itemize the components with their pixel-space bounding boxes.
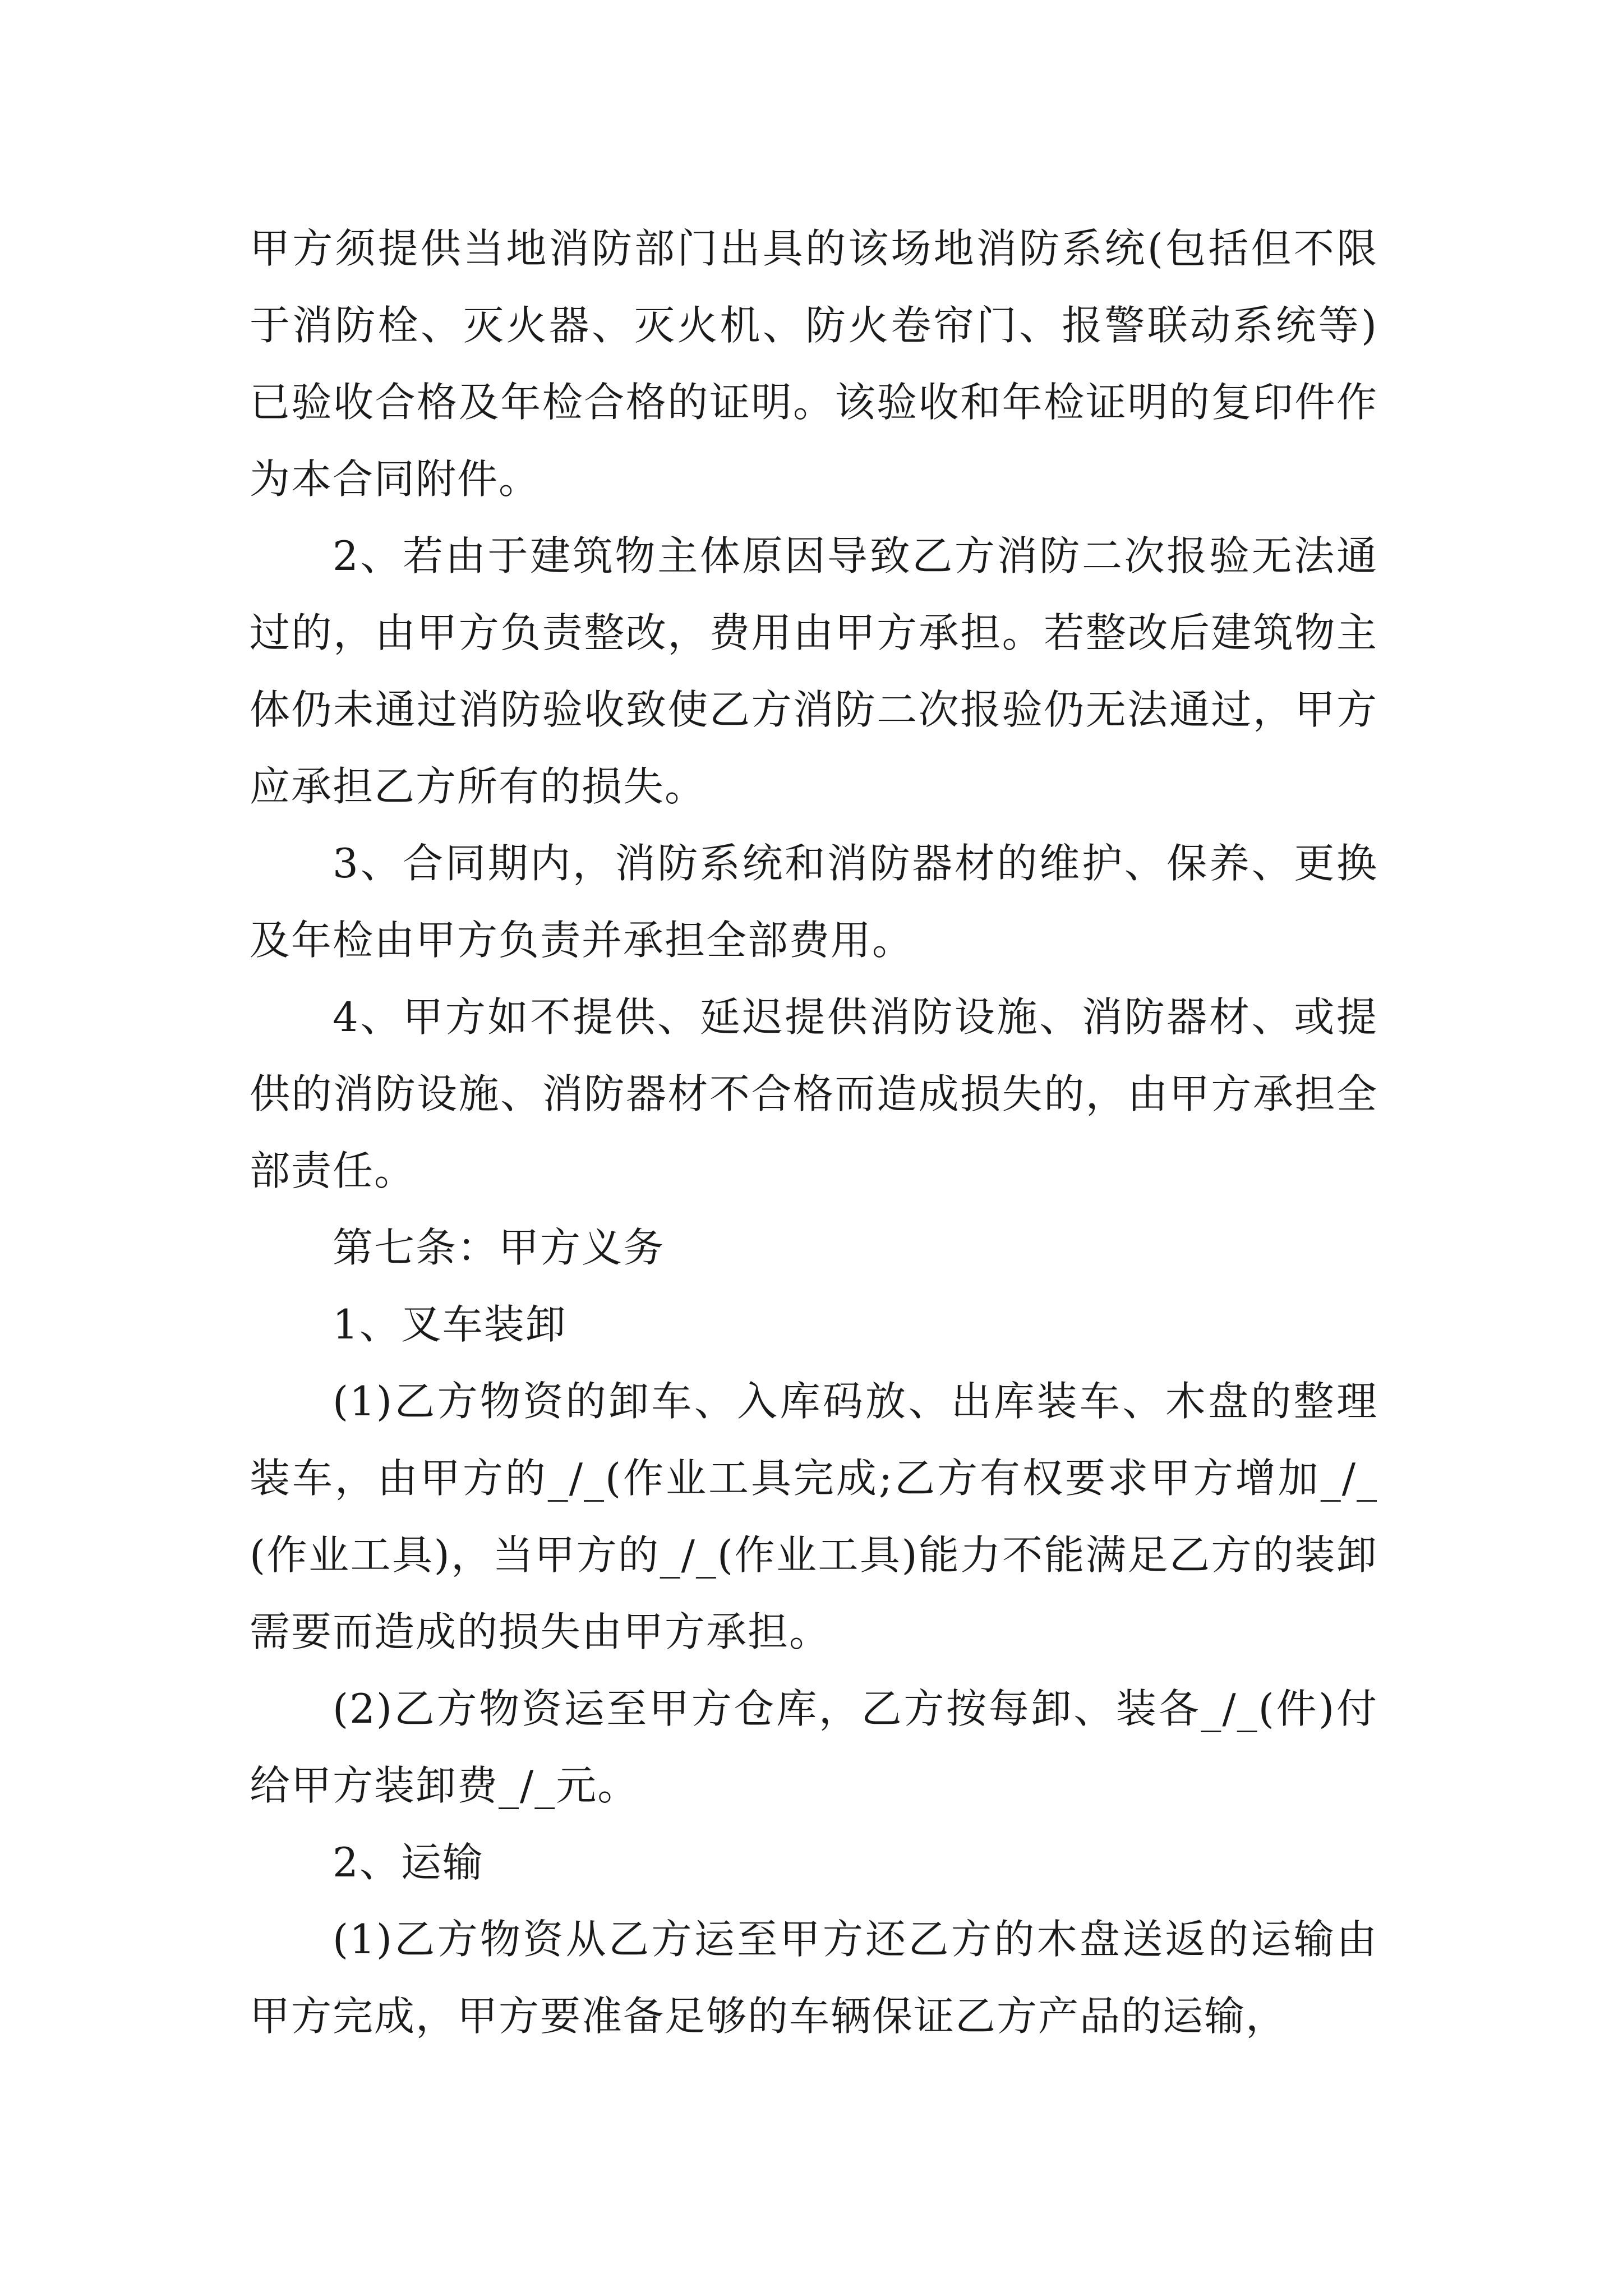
- paragraph-transport-1: (1)乙方物资从乙方运至甲方还乙方的木盘送返的运输由甲方完成，甲方要准备足够的车辆保证乙方产品的运输，: [250, 1916, 1378, 2040]
- paragraph-forklift-1: (1)乙方物资的卸车、入库码放、出库装车、木盘的整理装车，由甲方的_/_(作业工具完成;乙方有权要求甲方增加_/_(作业工具)，当甲方的_/_(作业工具)能力不能满足乙方的装卸需要而造成的损失由甲方承担。: [250, 1378, 1378, 1655]
- paragraph-clause-4: 4、甲方如不提供、延迟提供消防设施、消防器材、或提供的消防设施、消防器材不合格而造成损失的，由甲方承担全部责任。: [250, 993, 1378, 1194]
- paragraph-fire-certificate: 甲方须提供当地消防部门出具的该场地消防系统(包括但不限于消防栓、灭火器、灭火机、防火卷帘门、报警联动系统等)已验收合格及年检合格的证明。该验收和年检证明的复印件作为本合同附件。: [250, 225, 1378, 503]
- subheading-forklift: 1、叉车装卸: [333, 1301, 567, 1348]
- section-heading-article-7: 第七条：甲方义务: [333, 1224, 665, 1271]
- paragraph-forklift-2: (2)乙方物资运至甲方仓库，乙方按每卸、装各_/_(件)付给甲方装卸费_/_元。: [250, 1685, 1378, 1809]
- paragraph-clause-3: 3、合同期内，消防系统和消防器材的维护、保养、更换及年检由甲方负责并承担全部费用。: [250, 840, 1378, 964]
- document-body: [250, 210, 1378, 2055]
- paragraph-clause-2: 2、若由于建筑物主体原因导致乙方消防二次报验无法通过的，由甲方负责整改，费用由甲方承担。若整改后建筑物主体仍未通过消防验收致使乙方消防二次报验仍无法通过，甲方应承担乙方所有的损失。: [250, 532, 1378, 810]
- subheading-transport: 2、运输: [333, 1839, 484, 1886]
